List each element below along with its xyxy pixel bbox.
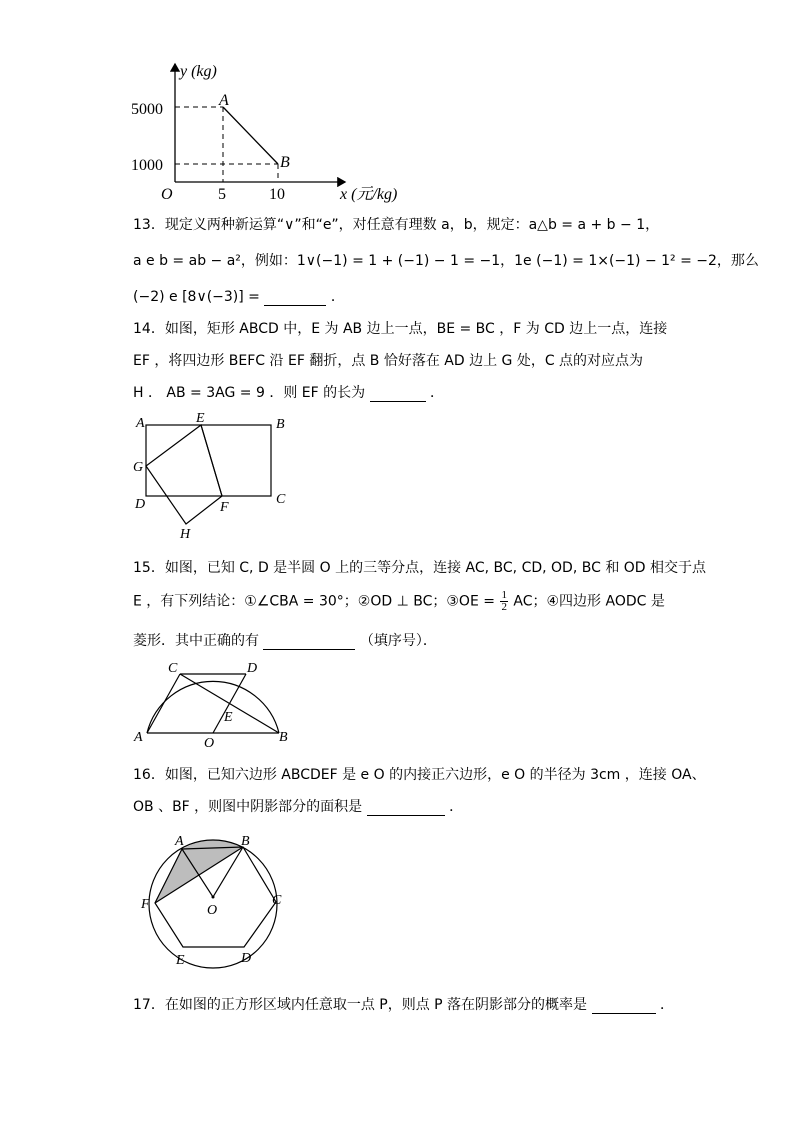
q13-line3-suffix: ． xyxy=(330,289,345,305)
label-g: G xyxy=(133,460,144,475)
label-h: H xyxy=(180,527,191,542)
q15-line1: 15．如图，已知 C, D 是半圆 O 上的三等分点，连接 AC, BC, CD, OD, BC 和 OD 相交于点 xyxy=(133,560,707,576)
q15-answer-blank[interactable] xyxy=(263,635,355,650)
q15-line3-prefix: 菱形．其中正确的有 xyxy=(133,633,259,649)
q15-line2-b: AC；④四边形 AODC 是 xyxy=(513,593,665,610)
label-c: C xyxy=(272,893,282,908)
label-d: D xyxy=(241,951,252,966)
label-a: A xyxy=(136,416,145,431)
y-tick-1000: 1000 xyxy=(131,157,163,174)
q14-line3-suffix: ． xyxy=(430,385,445,401)
label-c: C xyxy=(276,492,286,507)
rectangle-abcd xyxy=(146,425,271,496)
label-f: F xyxy=(220,500,229,515)
fraction-one-half: $\frac{1}{2}$ xyxy=(501,589,507,613)
label-a: A xyxy=(175,834,184,849)
q16-line2-suffix: ． xyxy=(449,799,464,815)
q13-line3 xyxy=(133,286,345,306)
q15-line3 xyxy=(133,630,437,650)
q14-line2: EF ，将四边形 BEFC 沿 EF 翻折，点 B 恰好落在 AD 边上 G 处，C 点的对应点为 xyxy=(133,353,644,369)
x-axis-label: x (元/kg) xyxy=(340,186,398,203)
rectangle-fold-figure xyxy=(128,410,298,545)
point-b-label: B xyxy=(280,154,290,171)
price-weight-graph xyxy=(125,58,425,208)
label-o: O xyxy=(204,736,215,750)
label-o: O xyxy=(207,903,218,918)
q17-line xyxy=(133,994,674,1014)
q13-answer-blank[interactable] xyxy=(264,291,326,306)
q15-line3-suffix: （填序号）． xyxy=(359,633,437,649)
x-tick-5: 5 xyxy=(218,186,226,203)
q13-line1: 13．现定义两种新运算“∨”和“e”，对任意有理数 a，b，规定：a△b = a + b − 1， xyxy=(133,217,660,233)
q16-line1: 16．如图，已知六边形 ABCDEF 是 e O 的内接正六边形，e O 的半径为 3cm ，连接 OA、 xyxy=(133,767,706,783)
point-a-label: A xyxy=(219,92,229,109)
origin-label: O xyxy=(161,186,173,203)
label-e: E xyxy=(224,710,233,725)
label-d: D xyxy=(247,661,258,676)
segment-ab xyxy=(223,107,278,164)
folded-quad-gefh xyxy=(146,425,222,524)
shaded-region xyxy=(155,840,243,903)
label-c: C xyxy=(168,661,178,676)
q14-line3 xyxy=(133,382,444,402)
q17-suffix: ． xyxy=(659,997,674,1013)
y-tick-5000: 5000 xyxy=(131,101,163,118)
q13-line3-prefix: (−2) e [8∨(−3)] = xyxy=(133,289,260,305)
q14-answer-blank[interactable] xyxy=(370,387,426,402)
q16-line2-prefix: OB 、BF ，则图中阴影部分的面积是 xyxy=(133,799,363,815)
q14-line1: 14．如图，矩形 ABCD 中，E 为 AB 边上一点，BE = BC ，F 为 CD 边上一点，连接 xyxy=(133,321,668,337)
label-f: F xyxy=(141,897,150,912)
q16-answer-blank[interactable] xyxy=(367,801,445,816)
q15-line2 xyxy=(133,590,665,613)
label-b: B xyxy=(279,730,288,745)
semicircle-arc xyxy=(147,681,279,733)
semicircle-figure xyxy=(130,655,300,750)
label-d: D xyxy=(135,497,146,512)
q17-prefix: 17．在如图的正方形区域内任意取一点 P，则点 P 落在阴影部分的概率是 xyxy=(133,997,588,1013)
label-a: A xyxy=(134,730,143,745)
hexagon-figure xyxy=(130,828,300,973)
label-b: B xyxy=(241,834,250,849)
q14-line3-prefix: H ． AB = 3AG = 9 ．则 EF 的长为 xyxy=(133,385,366,401)
q15-line2-a: E ，有下列结论：①∠CBA = 30°；②OD ⊥ BC；③OE = xyxy=(133,593,495,610)
y-axis-label: y (kg) xyxy=(180,63,217,80)
label-e: E xyxy=(196,411,205,426)
x-tick-10: 10 xyxy=(269,186,285,203)
q13-line2: a e b = ab − a²，例如：1∨(−1) = 1 + (−1) − 1 = −1，1e (−1) = 1×(−1) − 1² = −2，那么 xyxy=(133,253,759,269)
q17-answer-blank[interactable] xyxy=(592,999,656,1014)
q16-line2 xyxy=(133,796,463,816)
label-e: E xyxy=(176,953,185,968)
label-b: B xyxy=(276,417,285,432)
